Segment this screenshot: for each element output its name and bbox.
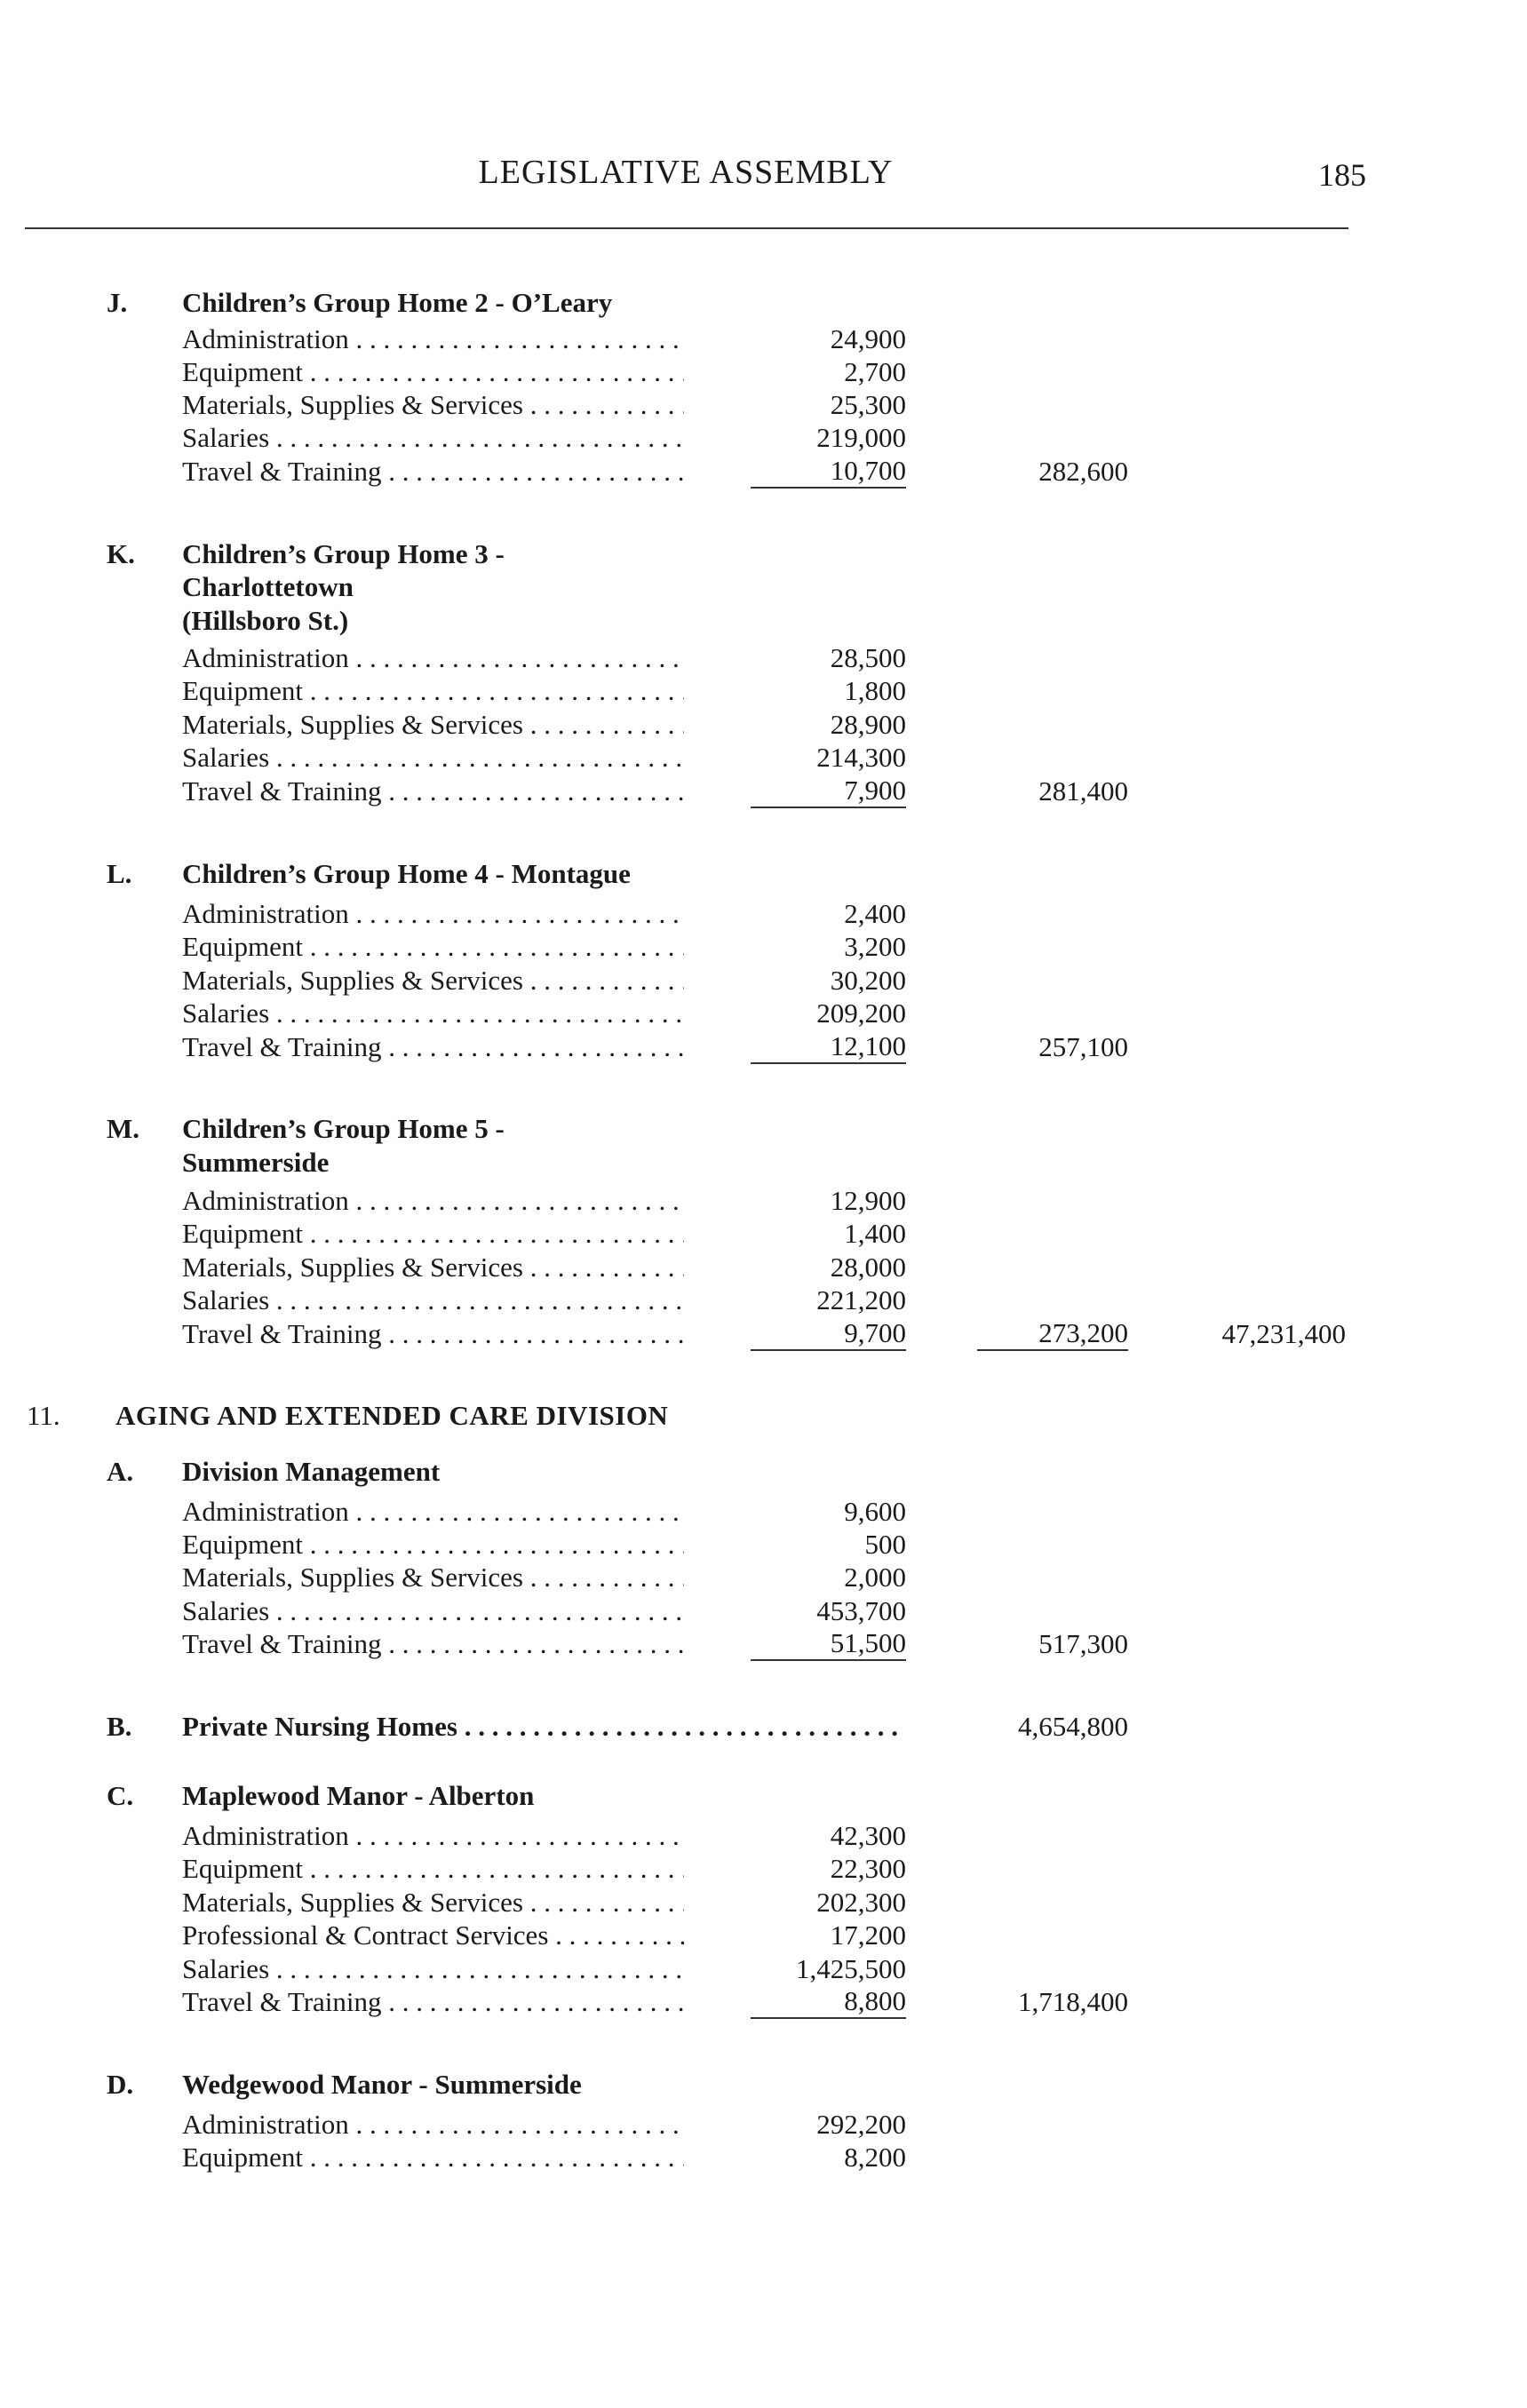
item-amount: 51,500 xyxy=(751,1627,906,1661)
item-amount: 8,800 xyxy=(751,1985,906,2019)
item-label: Equipment . . . xyxy=(182,2141,684,2174)
item-label: Salaries . . . xyxy=(182,1283,684,1317)
line-item-row xyxy=(0,1283,1527,1317)
line-item-row xyxy=(0,930,1527,964)
line-item-row xyxy=(0,455,1527,489)
item-label: Administration . . . xyxy=(182,1819,684,1853)
item-amount: 22,300 xyxy=(830,1853,906,1884)
line-item-row xyxy=(0,2141,1527,2174)
item-amount: 8,200 xyxy=(844,2142,906,2173)
item-label: Salaries . . . xyxy=(182,1594,684,1628)
item-amount: 9,600 xyxy=(844,1496,906,1527)
heading-row xyxy=(0,570,1527,604)
item-amount: 28,500 xyxy=(830,642,906,673)
item-label: Administration . . . xyxy=(182,322,684,356)
subtotal-amount: 517,300 xyxy=(1038,1628,1128,1659)
line-item-row xyxy=(0,1594,1527,1628)
item-label: Travel & Training . . . xyxy=(182,775,684,808)
item-label: Materials, Supplies & Services . . . xyxy=(182,1561,684,1594)
line-item-row xyxy=(0,997,1527,1030)
line-item-row xyxy=(0,708,1527,742)
item-amount: 292,200 xyxy=(816,2109,906,2140)
line-item-row xyxy=(0,1495,1527,1529)
item-label: Equipment . . . xyxy=(182,1528,684,1562)
subtotal-amount: 282,600 xyxy=(1038,456,1128,487)
heading-row xyxy=(0,1779,1527,1813)
subtotal-amount: 257,100 xyxy=(1038,1031,1128,1062)
section-letter: K. xyxy=(107,538,135,569)
section-letter: B. xyxy=(107,1711,132,1742)
item-amount: 202,300 xyxy=(816,1887,906,1918)
item-amount: 221,200 xyxy=(816,1284,906,1315)
item-label: Travel & Training . . . xyxy=(182,455,684,489)
item-label: Administration . . . xyxy=(182,1184,684,1218)
item-label: Salaries . . . xyxy=(182,997,684,1030)
item-amount: 9,700 xyxy=(751,1317,906,1351)
line-item-row xyxy=(0,741,1527,775)
line-item-row xyxy=(0,641,1527,675)
page-title: LEGISLATIVE ASSEMBLY xyxy=(478,154,894,191)
section-letter: C. xyxy=(107,1780,134,1811)
heading-row xyxy=(0,1146,1527,1180)
page-number: 185 xyxy=(1318,157,1366,193)
item-label: Salaries . . . xyxy=(182,741,684,775)
line-item-row xyxy=(0,1819,1527,1853)
item-amount: 453,700 xyxy=(816,1595,906,1626)
item-amount: 209,200 xyxy=(816,997,906,1029)
section-title: Summerside xyxy=(182,1147,330,1178)
section-title: (Hillsboro St.) xyxy=(182,605,349,636)
item-label: Travel & Training . . . xyxy=(182,1985,684,2019)
item-label: Materials, Supplies & Services . . . xyxy=(182,964,684,997)
item-amount: 25,300 xyxy=(830,389,906,420)
subtotal-amount: 273,200 xyxy=(977,1317,1128,1351)
item-label: Administration . . . xyxy=(182,641,684,675)
line-item-row xyxy=(0,1030,1527,1064)
section-letter: L. xyxy=(107,858,132,889)
division-title: AGING AND EXTENDED CARE DIVISION xyxy=(115,1400,669,1431)
section-title: Children’s Group Home 2 - O’Leary xyxy=(182,287,613,318)
line-item-row xyxy=(0,1919,1527,1952)
item-amount: 28,000 xyxy=(830,1252,906,1283)
heading-row xyxy=(0,286,1527,320)
item-amount: 219,000 xyxy=(816,422,906,453)
line-item-row xyxy=(0,897,1527,931)
item-label: Salaries . . . xyxy=(182,1952,684,1986)
line-item-row xyxy=(0,1317,1527,1351)
item-label: Equipment . . . xyxy=(182,930,684,964)
heading-row xyxy=(0,604,1527,638)
section-letter: J. xyxy=(107,287,128,318)
item-amount: 10,700 xyxy=(751,455,906,489)
section-title: Charlottetown xyxy=(182,571,354,602)
line-item-row xyxy=(0,1528,1527,1562)
section-title: Children’s Group Home 5 - xyxy=(182,1113,505,1144)
division-row xyxy=(0,1399,1527,1433)
item-amount: 42,300 xyxy=(830,1820,906,1851)
line-item-row xyxy=(0,964,1527,997)
item-label: Salaries . . . xyxy=(182,421,684,455)
item-amount: 1,400 xyxy=(844,1218,906,1249)
item-label: Materials, Supplies & Services . . . xyxy=(182,388,684,422)
lineitem-row xyxy=(0,1710,1527,1744)
item-amount: 12,100 xyxy=(751,1030,906,1064)
item-label: Equipment . . . xyxy=(182,1217,684,1251)
heading-row xyxy=(0,1455,1527,1489)
item-amount: 12,900 xyxy=(830,1185,906,1216)
section-letter: A. xyxy=(107,1456,134,1487)
item-amount: 24,900 xyxy=(830,323,906,354)
line-item-row xyxy=(0,2108,1527,2142)
item-label: Materials, Supplies & Services . . . xyxy=(182,708,684,742)
item-label: Professional & Contract Services . . . xyxy=(182,1919,684,1952)
section-title: Division Management xyxy=(182,1456,441,1487)
heading-row xyxy=(0,2068,1527,2102)
item-amount: 3,200 xyxy=(844,931,906,962)
subtotal-amount: 4,654,800 xyxy=(1018,1711,1128,1742)
line-item-row xyxy=(0,1184,1527,1218)
item-label: Administration . . . xyxy=(182,1495,684,1529)
item-amount: 28,900 xyxy=(830,709,906,740)
line-item-row xyxy=(0,322,1527,356)
item-amount: 7,900 xyxy=(751,775,906,808)
line-item-row xyxy=(0,1852,1527,1886)
line-item-row xyxy=(0,421,1527,455)
section-title: Private Nursing Homes . . . xyxy=(182,1710,906,1744)
item-label: Equipment . . . xyxy=(182,1852,684,1886)
item-label: Administration . . . xyxy=(182,2108,684,2142)
item-amount: 2,000 xyxy=(844,1562,906,1593)
line-item-row xyxy=(0,775,1527,808)
item-amount: 1,800 xyxy=(844,675,906,706)
division-total-amount: 47,231,400 xyxy=(1221,1318,1346,1349)
section-title: Children’s Group Home 4 - Montague xyxy=(182,858,631,889)
subtotal-amount: 1,718,400 xyxy=(1018,1986,1128,2017)
line-item-row xyxy=(0,1886,1527,1919)
line-item-row xyxy=(0,1985,1527,2019)
line-item-row xyxy=(0,674,1527,708)
heading-row xyxy=(0,1112,1527,1146)
item-amount: 30,200 xyxy=(830,965,906,996)
line-item-row xyxy=(0,1251,1527,1284)
item-amount: 1,425,500 xyxy=(796,1953,906,1984)
division-number: 11. xyxy=(27,1400,60,1431)
item-amount: 17,200 xyxy=(830,1919,906,1951)
heading-row xyxy=(0,537,1527,571)
item-label: Travel & Training . . . xyxy=(182,1627,684,1661)
item-amount: 2,700 xyxy=(844,356,906,387)
line-item-row xyxy=(0,388,1527,422)
item-label: Travel & Training . . . xyxy=(182,1317,684,1351)
section-title: Wedgewood Manor - Summerside xyxy=(182,2069,582,2100)
line-item-row xyxy=(0,1217,1527,1251)
item-amount: 500 xyxy=(864,1529,906,1560)
item-amount: 214,300 xyxy=(816,742,906,773)
section-title: Maplewood Manor - Alberton xyxy=(182,1780,535,1811)
item-label: Materials, Supplies & Services . . . xyxy=(182,1251,684,1284)
item-label: Equipment . . . xyxy=(182,674,684,708)
item-label: Equipment . . . xyxy=(182,355,684,389)
line-item-row xyxy=(0,1627,1527,1661)
item-label: Travel & Training . . . xyxy=(182,1030,684,1064)
item-label: Materials, Supplies & Services . . . xyxy=(182,1886,684,1919)
line-item-row xyxy=(0,1561,1527,1594)
section-letter: M. xyxy=(107,1113,140,1144)
item-label: Administration . . . xyxy=(182,897,684,931)
item-amount: 2,400 xyxy=(844,898,906,929)
line-item-row xyxy=(0,1952,1527,1986)
section-letter: D. xyxy=(107,2069,134,2100)
subtotal-amount: 281,400 xyxy=(1038,775,1128,807)
heading-row xyxy=(0,857,1527,891)
section-title: Children’s Group Home 3 - xyxy=(182,538,505,569)
line-item-row xyxy=(0,355,1527,389)
